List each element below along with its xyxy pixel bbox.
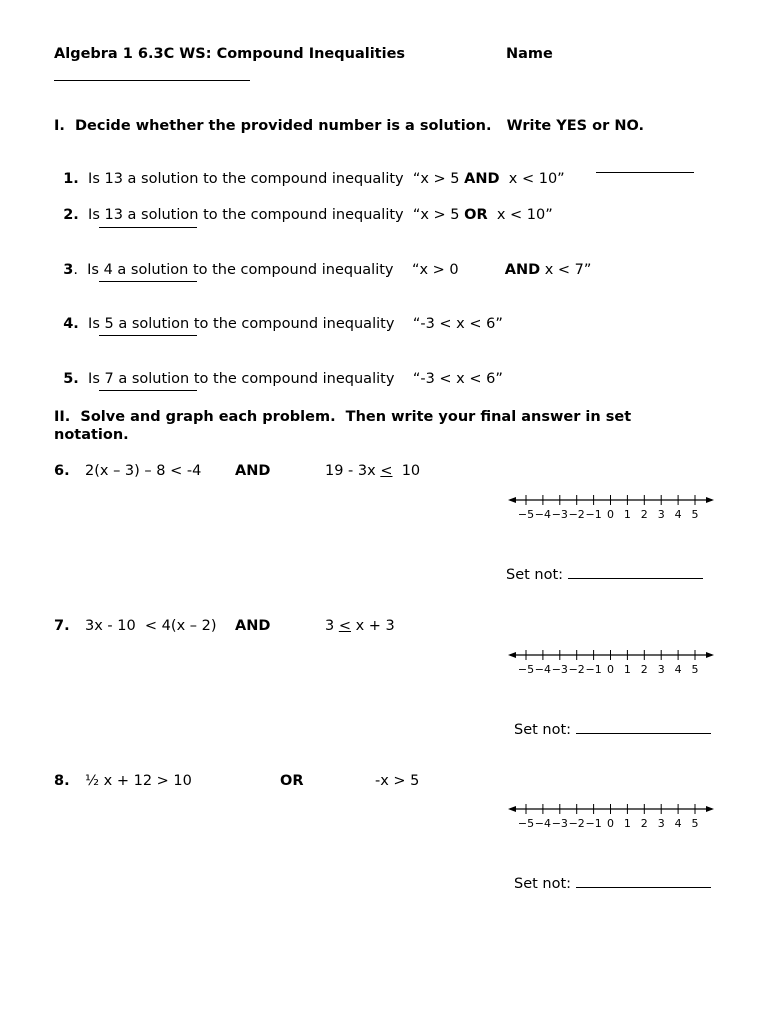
section-2-heading: II. Solve and graph each problem. Then write your final answer in set (54, 409, 632, 425)
arrow-right-icon (706, 806, 714, 812)
name-field[interactable] (54, 66, 250, 81)
worksheet-title: Algebra 1 6.3C WS: Compound Inequalities (54, 46, 406, 62)
tick-label: −1 (585, 663, 602, 676)
tick-label: −3 (551, 663, 568, 676)
inequality-left: “x > 5 (412, 207, 460, 223)
tick-label: 3 (657, 663, 665, 676)
tick-label: 0 (607, 508, 614, 521)
set-notation-8 (514, 873, 711, 892)
inequality-text: 10 (392, 463, 421, 479)
joiner-or: OR (280, 773, 304, 789)
joiner-and: AND (464, 171, 500, 187)
set-notation-blank[interactable] (568, 564, 703, 579)
question-1 (54, 155, 565, 187)
problem-7-inequality-right (325, 618, 395, 634)
question-text: Is 5 a solution to the compound inequality (88, 316, 395, 332)
question-number: 1. (63, 171, 79, 187)
set-notation-label: Set not: (506, 567, 564, 583)
tick-label: 2 (640, 817, 648, 830)
set-notation-7 (514, 719, 711, 738)
tick-label: −3 (551, 508, 568, 521)
arrow-left-icon (508, 652, 516, 658)
inequality: “-3 < x < 6” (412, 316, 503, 332)
tick-label: −3 (551, 817, 568, 830)
tick-label: 3 (657, 508, 665, 521)
tick-label: −1 (585, 508, 602, 521)
question-text: . Is 4 a solution to the compound inequality (73, 262, 394, 278)
inequality-right: x < 10” (508, 171, 565, 187)
section-2-heading-cont: notation. (54, 427, 129, 443)
set-notation-6 (506, 564, 703, 583)
tick-label: 2 (640, 663, 648, 676)
set-notation-label: Set not: (514, 722, 572, 738)
tick-label: 4 (674, 508, 682, 521)
arrow-right-icon (706, 652, 714, 658)
tick-label: 5 (691, 663, 699, 676)
tick-label: 0 (607, 817, 614, 830)
tick-label: −2 (568, 817, 585, 830)
problem-6-inequality-right (325, 463, 420, 479)
tick-label: −5 (517, 508, 535, 521)
problem-number: 7. (54, 618, 70, 634)
inequality-text: x + 3 (351, 618, 395, 634)
question-number: 4. (63, 316, 79, 332)
number-line-6[interactable] (506, 491, 716, 525)
question-number: 2. (63, 207, 79, 223)
set-notation-blank[interactable] (576, 719, 711, 734)
joiner-and: AND (504, 262, 541, 278)
less-or-equal-symbol: < (338, 618, 351, 634)
inequality-text: 3 (325, 618, 339, 634)
answer-blank-4[interactable] (99, 321, 197, 336)
set-notation-blank[interactable] (576, 873, 711, 888)
answer-blank-3[interactable] (99, 267, 197, 282)
problem-number: 8. (54, 773, 70, 789)
name-label: Name (506, 46, 553, 62)
answer-blank-1[interactable] (596, 158, 694, 173)
answer-blank-2[interactable] (99, 213, 197, 228)
joiner-and: AND (235, 618, 271, 634)
question-number: 3 (63, 262, 74, 278)
question-text: Is 13 a solution to the compound inequality (88, 171, 404, 187)
tick-label: 1 (623, 663, 631, 676)
set-notation-label: Set not: (514, 876, 572, 892)
tick-label: 5 (691, 508, 699, 521)
tick-label: 5 (691, 817, 699, 830)
tick-label: 3 (657, 817, 665, 830)
problem-6-inequality-left: 2(x – 3) – 8 < -4 (85, 463, 202, 479)
tick-label: 2 (640, 508, 648, 521)
inequality-text: 19 - 3x (325, 463, 381, 479)
section-1-heading: I. Decide whether the provided number is a solution. Write YES or NO. (54, 118, 644, 134)
problem-8-inequality-left: ½ x + 12 > 10 (85, 773, 192, 789)
arrow-right-icon (706, 497, 714, 503)
tick-label: −4 (534, 508, 552, 521)
inequality-right: x < 7” (544, 262, 592, 278)
arrow-left-icon (508, 497, 516, 503)
tick-label: 1 (623, 817, 631, 830)
inequality-text: -x > 5 (375, 773, 420, 789)
question-text: Is 13 a solution to the compound inequality (88, 207, 404, 223)
less-or-equal-symbol: < (380, 463, 393, 479)
problem-number: 6. (54, 463, 70, 479)
number-line-8[interactable] (506, 800, 716, 834)
problem-8-inequality-right (375, 773, 419, 789)
tick-label: −4 (534, 817, 552, 830)
tick-label: −5 (517, 817, 535, 830)
tick-label: 4 (674, 663, 682, 676)
tick-label: −4 (534, 663, 552, 676)
tick-label: −2 (568, 663, 585, 676)
joiner-or: OR (464, 207, 488, 223)
inequality-left: “x > 0 (411, 262, 459, 278)
tick-label: −2 (568, 508, 585, 521)
joiner-and: AND (235, 463, 271, 479)
tick-label: −5 (517, 663, 535, 676)
inequality: “-3 < x < 6” (412, 371, 503, 387)
arrow-left-icon (508, 806, 516, 812)
inequality-right: x < 10” (496, 207, 553, 223)
tick-label: 1 (623, 508, 631, 521)
number-line-7[interactable] (506, 646, 716, 680)
question-number: 5. (63, 371, 79, 387)
tick-label: −1 (585, 817, 602, 830)
tick-label: 4 (674, 817, 682, 830)
question-text: Is 7 a solution to the compound inequality (88, 371, 395, 387)
problem-7-inequality-left: 3x - 10 < 4(x – 2) (85, 618, 217, 634)
answer-blank-5[interactable] (99, 376, 197, 391)
inequality-left: “x > 5 (412, 171, 460, 187)
tick-label: 0 (607, 663, 614, 676)
